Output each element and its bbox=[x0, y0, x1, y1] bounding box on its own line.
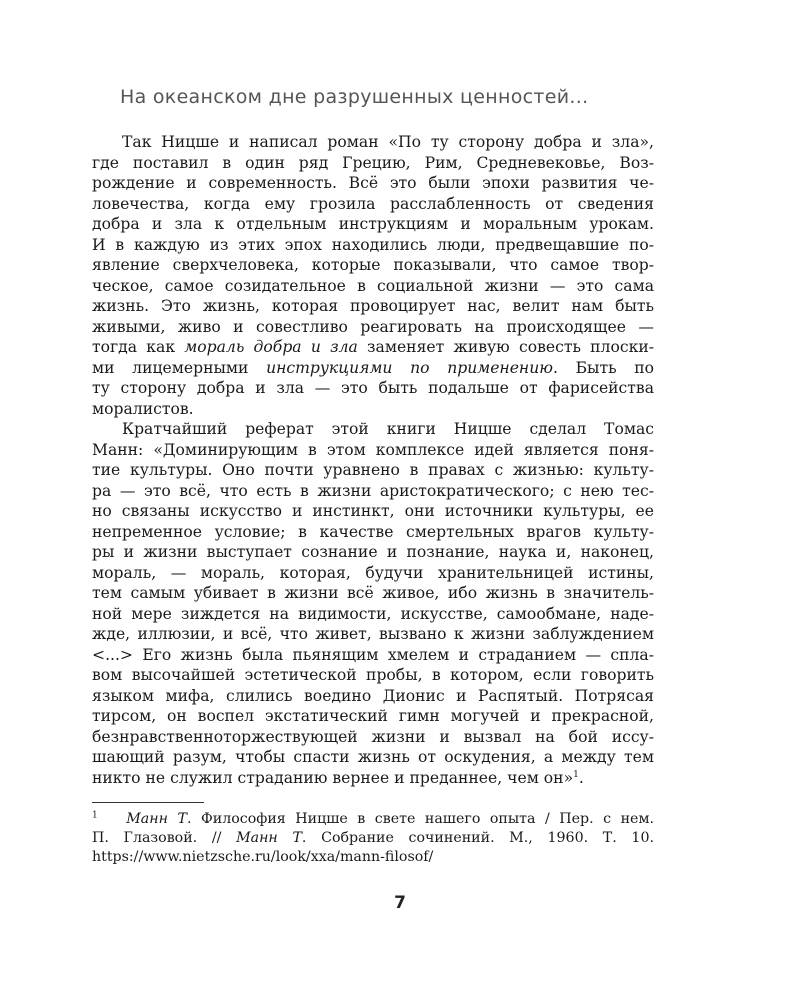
text-line: жизнь. Это жизнь, которая провоцирует нас, велит нам быть bbox=[92, 297, 654, 315]
page-number: 7 bbox=[394, 893, 406, 913]
footnote-text: . Философия Ницше в свете нашего опыта / Пер. с нем. bbox=[186, 811, 654, 827]
emphasis: мораль добра и зла bbox=[184, 338, 358, 356]
text-line: тирсом, он воспел экстатический гимн могучей и прекрасной, bbox=[92, 707, 654, 725]
text-line: непременное условие; в качестве смертельных врагов культу- bbox=[92, 522, 654, 541]
text-line: ческое, самое созидательное в социальной жизни — это сама bbox=[92, 276, 654, 295]
text-line: мораль, — мораль, которая, будучи хранительницей истины, bbox=[92, 563, 654, 582]
text-line: безнравственноторжествующей жизни и вызвал на бой иссу- bbox=[92, 727, 654, 746]
text-line: ловечества, когда ему грозила расслабленность от сведения bbox=[92, 194, 654, 213]
text-line: рождение и современность. Всё это были эпохи развития че- bbox=[92, 174, 654, 192]
text-line: ной мере зиждется на видимости, искусстве, самообмане, наде- bbox=[92, 604, 654, 623]
footnote-author: Манн Т bbox=[126, 811, 187, 827]
footnote-reference[interactable]: 1 bbox=[573, 769, 579, 780]
text-line: шающий разум, чтобы спасти жизнь от оскудения, а между тем bbox=[92, 748, 654, 766]
text-line: <...> Его жизнь была пьянящим хмелем и страданием — спла- bbox=[92, 645, 654, 664]
text-line: но связаны искусство и инстинкт, они источники культуры, ее bbox=[92, 502, 654, 520]
body-text bbox=[92, 132, 654, 788]
text-line: тогда как мораль добра и зла заменяет живую совесть плоски- bbox=[92, 338, 654, 356]
footnote-line-1 bbox=[92, 810, 654, 829]
text-line: тие культуры. Оно почти уравнено в правах с жизнью: культу- bbox=[92, 461, 654, 479]
text-line: тем самым убивает в жизни всё живое, ибо жизнь в значитель- bbox=[92, 584, 654, 602]
footnote-text: . Собрание сочинений. М., 1960. Т. 10. bbox=[301, 830, 654, 846]
text-line: ры и жизни выступает сознание и познание, наука и, наконец, bbox=[92, 543, 654, 561]
text-line: явление сверхчеловека, которые показывали, что самое твор- bbox=[92, 256, 654, 274]
text-line: Кратчайший реферат этой книги Ницше сделал Томас bbox=[122, 420, 654, 438]
text-line: моралистов. bbox=[92, 399, 194, 418]
text-line: Манн: «Доминирующим в этом комплексе идей является поня- bbox=[92, 440, 654, 459]
text-line: вом высочайшей эстетической пробы, в котором, если говорить bbox=[92, 666, 654, 684]
footnote-divider bbox=[92, 802, 204, 803]
footnote-text: П. Глазовой. // bbox=[92, 830, 237, 846]
footnote-line-2 bbox=[92, 829, 654, 848]
text-line: жде, иллюзии, и всё, что живет, вызвано к жизни заблуждением bbox=[92, 625, 654, 643]
text-line: ми лицемерными инструкциями по применению. Быть по bbox=[92, 358, 654, 377]
emphasis: инструкциями по применению bbox=[266, 358, 553, 377]
text-line: живыми, живо и совестливо реагировать на происходящее — bbox=[92, 317, 654, 336]
footnote-author: Манн Т bbox=[236, 830, 302, 846]
text-line: Так Ницше и написал роман «По ту сторону добра и зла», bbox=[122, 133, 654, 151]
footnote bbox=[92, 810, 654, 867]
text-line: языком мифа, слились воедино Дионис и Распятый. Потрясая bbox=[92, 686, 654, 705]
text-line: добра и зла к отдельным инструкциям и моральным урокам. bbox=[92, 215, 654, 233]
running-header: На океанском дне разрушенных ценностей... bbox=[120, 86, 589, 108]
text-line: ра — это всё, что есть в жизни аристократического; с нею тес- bbox=[92, 481, 654, 500]
text-line: где поставил в один ряд Грецию, Рим, Средневековье, Воз- bbox=[92, 153, 654, 172]
footnote-number: 1 bbox=[92, 810, 98, 821]
text-line: никто не служил страданию вернее и преданнее, чем он»$^1$. bbox=[92, 768, 584, 787]
text-line: И в каждую из этих эпох находились люди, предвещавшие по- bbox=[92, 235, 654, 254]
text-line: ту сторону добра и зла — это быть подальше от фарисейства bbox=[92, 379, 654, 397]
footnote-url[interactable]: https://www.nietzsche.ru/look/xxa/mann-filosof/ bbox=[92, 849, 434, 865]
